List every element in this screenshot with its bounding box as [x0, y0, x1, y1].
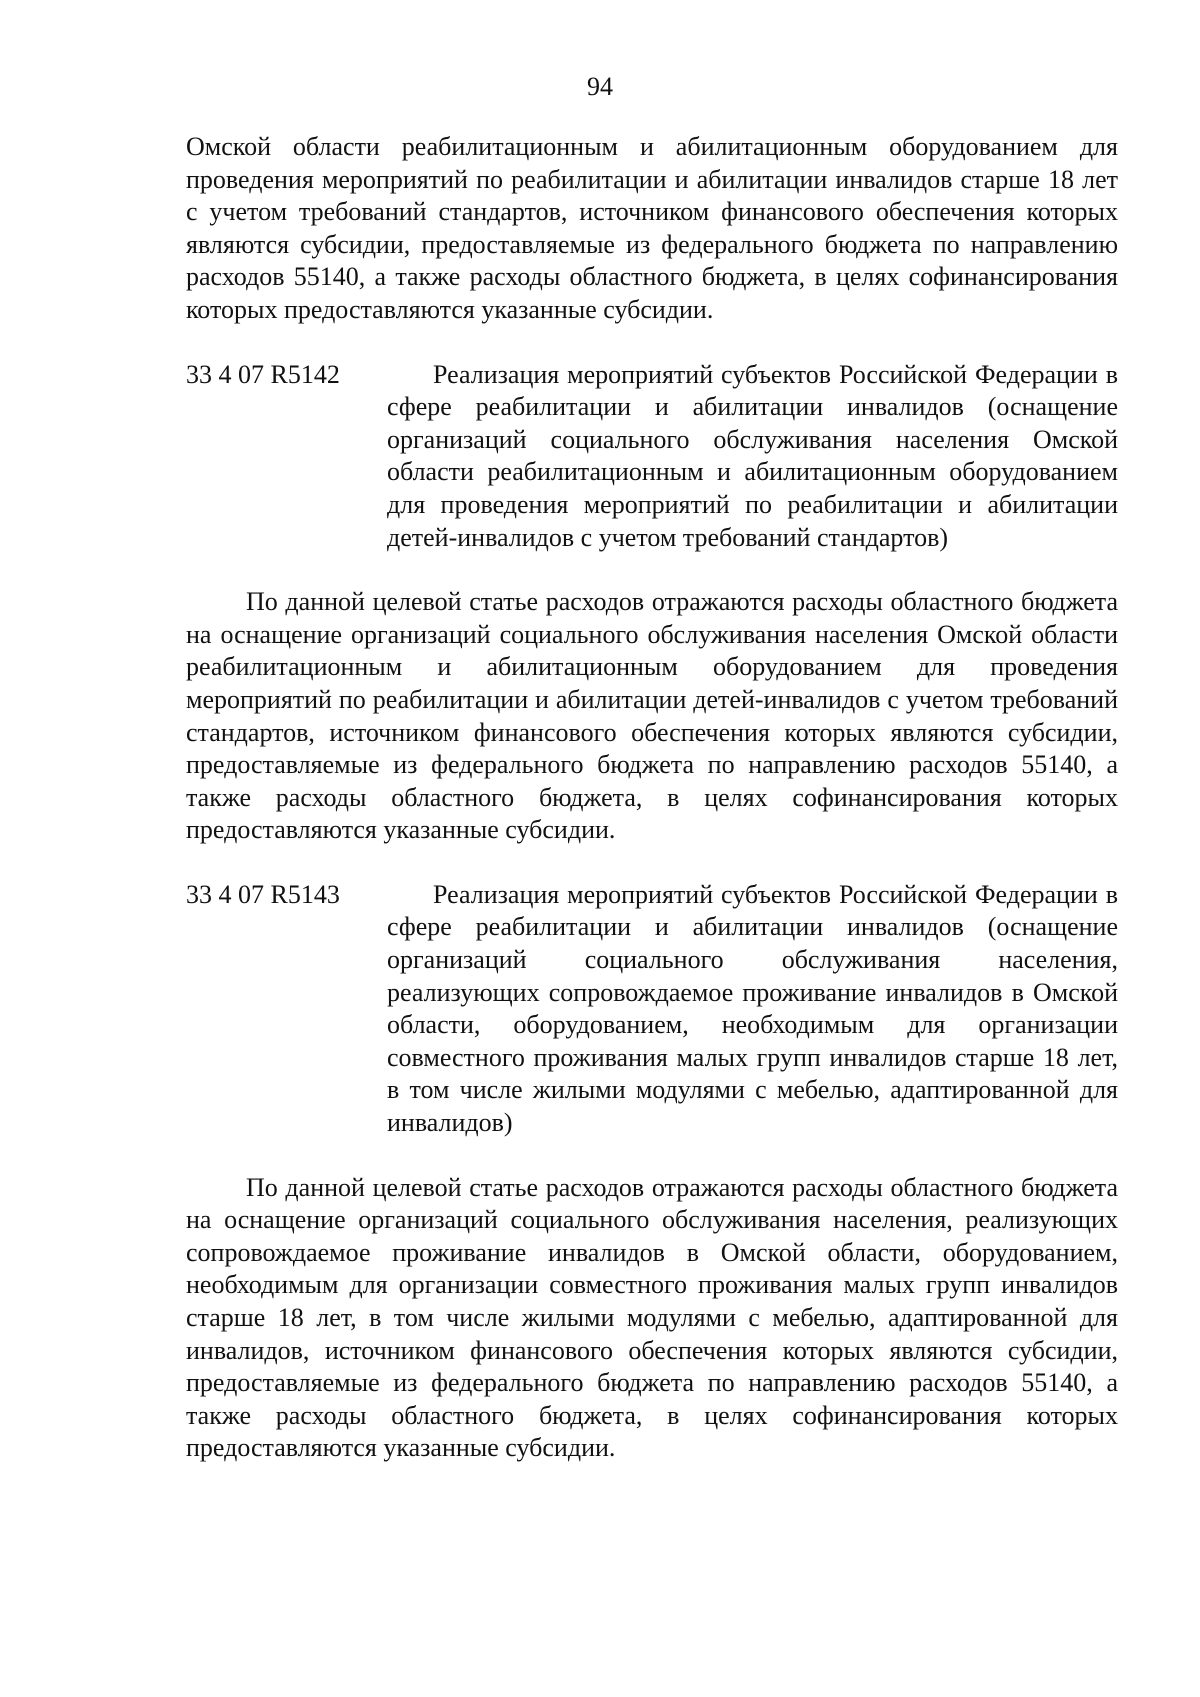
- document-body: [186, 131, 1118, 1465]
- entry-code: 33 4 07 R5143: [186, 879, 340, 909]
- entry-title: Реализация мероприятий субъектов Российской Федерации в сфере реабилитации и абилитации инвалидов (оснащение организаций социального обслуживания населения Омской области реабилитационным и абилитационным оборудованием для проведения мероприятий по реабилитации и абилитации детей-инвалидов с учетом требований стандартов): [387, 359, 1118, 552]
- entry-description-r5143: По данной целевой статье расходов отражаются расходы областного бюджета на оснащение организаций социального обслуживания населения, реализующих сопровождаемое проживание инвалидов в Омской области, оборудованием, необходимым для организации совместного проживания малых групп инвалидов старше 18 лет, в том числе жилыми модулями с мебелью, адаптированной для инвалидов, источником финансового обеспечения которых являются субсидии, предоставляемые из федерального бюджета по направлению расходов 55140, а также расходы областного бюджета, в целях софинансирования которых предоставляются указанные субсидии.: [186, 1172, 1118, 1463]
- spacer: [186, 327, 1118, 359]
- spacer: [186, 1140, 1118, 1172]
- entry-code: 33 4 07 R5142: [186, 359, 340, 389]
- spacer: [186, 554, 1118, 586]
- page-number: 94: [587, 72, 613, 101]
- budget-entry-r5142: [186, 359, 1118, 555]
- intro-paragraph: Омской области реабилитационным и абилитационным оборудованием для проведения мероприятий по реабилитации и абилитации инвалидов старше 18 лет с учетом требований стандартов, источником финансового обеспечения которых являются субсидии, предоставляемые из федерального бюджета по направлению расходов 55140, а также расходы областного бюджета, в целях софинансирования которых предоставляются указанные субсидии.: [186, 132, 1118, 324]
- entry-title: Реализация мероприятий субъектов Российской Федерации в сфере реабилитации и абилитации инвалидов (оснащение организаций социального обслуживания населения, реализующих сопровождаемое проживание инвалидов в Омской области, оборудованием, необходимым для организации совместного проживания малых групп инвалидов старше 18 лет, в том числе жилыми модулями с мебелью, адаптированной для инвалидов): [387, 879, 1118, 1138]
- spacer: [186, 847, 1118, 879]
- entry-description-r5142: По данной целевой статье расходов отражаются расходы областного бюджета на оснащение организаций социального обслуживания населения Омской области реабилитационным и абилитационным оборудованием для проведения мероприятий по реабилитации и абилитации детей-инвалидов с учетом требований стандартов, источником финансового обеспечения которых являются субсидии, предоставляемые из федерального бюджета по направлению расходов 55140, а также расходы областного бюджета, в целях софинансирования которых предоставляются указанные субсидии.: [186, 587, 1118, 845]
- budget-entry-r5143: [186, 879, 1118, 1140]
